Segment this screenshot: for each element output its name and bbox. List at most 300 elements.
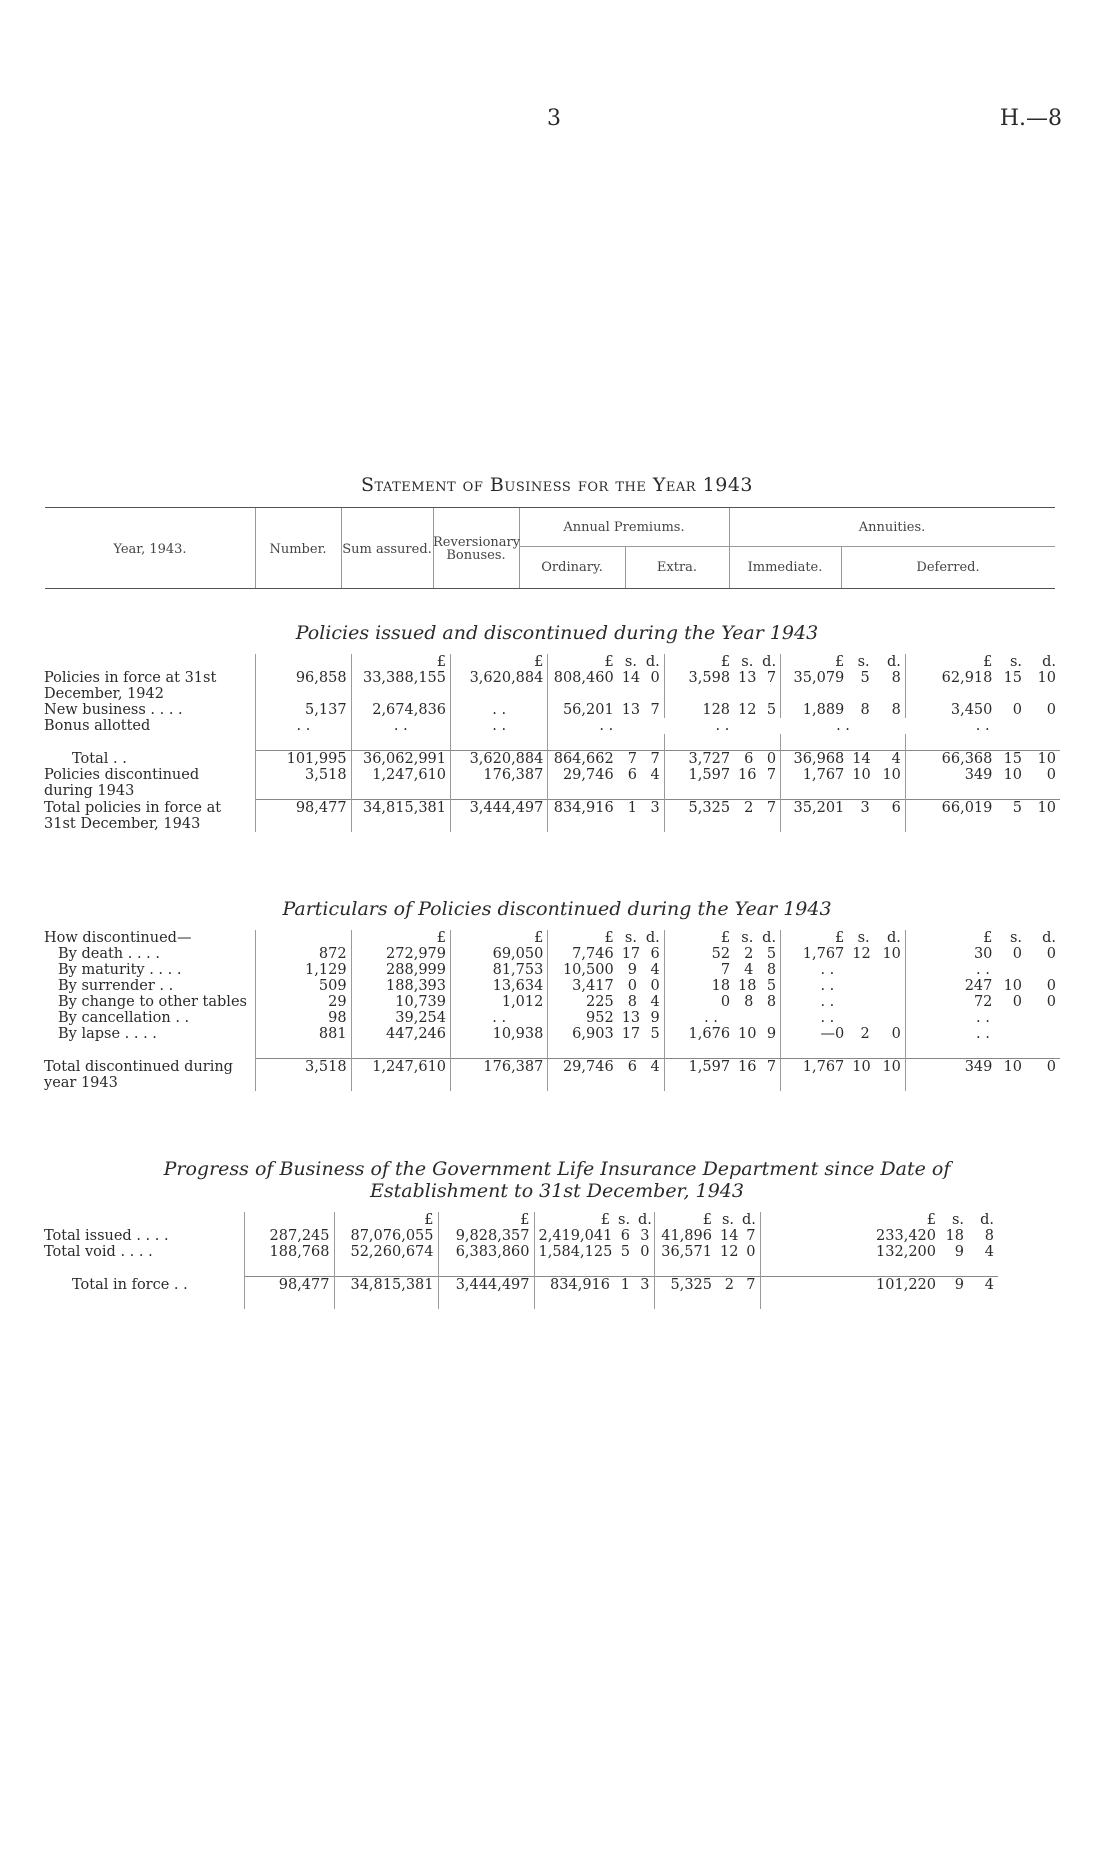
table-row <box>40 718 1060 734</box>
immediate-pounds: 35,201 <box>781 800 849 817</box>
ordinary-pence: 7 <box>641 751 664 768</box>
extra-pence: 7 <box>757 670 780 686</box>
unit-s: s. <box>624 930 637 946</box>
deferred-shillings: 10 <box>996 1059 1026 1076</box>
ordinary-pence: 6 <box>641 946 664 962</box>
deferred-pounds: 66,019 <box>905 800 996 817</box>
ordinary-pence: 5 <box>641 1026 664 1042</box>
annuities-pence: 4 <box>968 1277 998 1294</box>
statement-title-text: Statement of Business for the Year 1943 <box>360 474 753 496</box>
header-immediate-cell <box>729 546 842 588</box>
immediate-shillings: 10 <box>848 1059 873 1076</box>
extra-shillings: 12 <box>720 1244 739 1260</box>
section2-table <box>40 930 1060 1091</box>
extra-pounds: 41,896 <box>661 1228 712 1244</box>
sum-cell: 188,393 <box>351 978 450 994</box>
extra-shillings: 6 <box>734 751 757 768</box>
deferred-pounds: 349 <box>964 767 993 783</box>
extra-cell: . . <box>715 718 730 734</box>
row-label: Total void . . . . <box>40 1244 244 1260</box>
unit-s: s. <box>618 1212 631 1228</box>
header-deferred: Deferred. <box>916 560 980 575</box>
number-cell: 881 <box>256 1026 351 1042</box>
immediate-pence: 10 <box>874 946 906 962</box>
unit-s: s. <box>741 654 754 670</box>
header-immediate: Immediate. <box>747 560 823 575</box>
deferred-pounds: 62,918 <box>941 670 993 686</box>
table-row <box>40 1277 1060 1294</box>
number-cell: 509 <box>256 978 351 994</box>
ordinary-shillings: 6 <box>618 1059 641 1076</box>
bonus-cell: 176,387 <box>451 1059 548 1076</box>
row-label: By surrender . . <box>40 978 256 994</box>
section2-title: Particulars of Policies discontinued during the Year 1943 <box>282 898 832 920</box>
sum-cell: 2,674,836 <box>351 702 450 718</box>
immediate-pence: 8 <box>874 702 906 718</box>
deferred-shillings: 0 <box>1012 946 1023 962</box>
ordinary-pence: 3 <box>641 800 664 817</box>
ordinary-pence: 3 <box>634 1228 654 1244</box>
number-cell: 3,518 <box>256 767 351 783</box>
table-row <box>40 800 1060 817</box>
unit-s: s. <box>951 1212 964 1228</box>
header-ordinary-cell <box>519 546 626 588</box>
extra-pounds: 1,676 <box>688 1026 731 1042</box>
extra-pounds: 3,727 <box>664 751 734 768</box>
extra-pounds: 52 <box>711 946 731 962</box>
ordinary-pounds: 864,662 <box>548 751 618 768</box>
ordinary-shillings: 9 <box>627 962 637 978</box>
immediate-pence: 10 <box>874 767 906 783</box>
immediate-pounds: —0 <box>820 1026 845 1042</box>
row-label: Total in force . . <box>40 1277 244 1294</box>
row-label: By maturity . . . . <box>40 962 256 978</box>
header-sum-assured: Sum assured. <box>342 542 432 557</box>
extra-pence: 5 <box>757 978 780 994</box>
extra-pence: 5 <box>757 946 780 962</box>
bonus-cell: 3,444,497 <box>438 1277 534 1294</box>
unit-d: d. <box>757 654 780 670</box>
extra-pounds: 128 <box>702 702 731 718</box>
ordinary-shillings: 8 <box>627 994 637 1010</box>
deferred-cell: . . <box>976 962 990 978</box>
immediate-cell: . . <box>820 962 835 978</box>
deferred-shillings: 15 <box>1003 670 1023 686</box>
ordinary-pounds: 10,500 <box>562 962 614 978</box>
immediate-pence: 10 <box>874 1059 906 1076</box>
deferred-pounds: 3,450 <box>950 702 993 718</box>
ordinary-shillings: 1 <box>618 800 641 817</box>
bonus-cell: 3,444,497 <box>451 800 548 817</box>
deferred-pounds: 247 <box>964 978 993 994</box>
number-cell: . . <box>256 718 351 734</box>
deferred-pence: 0 <box>1046 994 1056 1010</box>
row-label: Total issued . . . . <box>40 1228 244 1244</box>
ordinary-shillings: 0 <box>627 978 637 994</box>
extra-pounds: 5,325 <box>664 800 734 817</box>
number-cell: 1,129 <box>256 962 351 978</box>
extra-pence: 5 <box>757 702 780 718</box>
ordinary-pounds: 29,746 <box>562 767 614 783</box>
deferred-pence: 0 <box>1046 978 1056 994</box>
ordinary-pounds: 7,746 <box>572 946 614 962</box>
sum-cell: 52,260,674 <box>334 1244 438 1260</box>
sum-cell: 272,979 <box>351 946 450 962</box>
number-cell: 287,245 <box>244 1228 334 1244</box>
ordinary-shillings: 6 <box>620 1228 630 1244</box>
sum-cell: . . <box>351 718 450 734</box>
unit-pound: £ <box>926 1212 936 1228</box>
immediate-pounds: 1,767 <box>802 767 845 783</box>
extra-shillings: 12 <box>738 702 757 718</box>
header-annuities-group <box>729 508 1055 547</box>
table-row <box>40 767 1060 783</box>
row-label: By lapse . . . . <box>40 1026 256 1042</box>
table-row <box>40 994 1060 1010</box>
table-row <box>40 1010 1060 1026</box>
unit-s: s. <box>1009 930 1023 946</box>
deferred-pence: 10 <box>1026 751 1060 768</box>
deferred-cell: . . <box>975 718 990 734</box>
deferred-shillings: 10 <box>1003 978 1023 994</box>
deferred-shillings: 15 <box>996 751 1026 768</box>
ordinary-pounds: 834,916 <box>548 800 618 817</box>
sum-cell: 87,076,055 <box>334 1228 438 1244</box>
ordinary-pounds: 29,746 <box>548 1059 618 1076</box>
deferred-pence: 10 <box>1026 800 1060 817</box>
table-row <box>40 946 1060 962</box>
unit-s: s. <box>857 930 870 946</box>
immediate-cell: . . <box>820 1010 835 1026</box>
table-row <box>40 978 1060 994</box>
deferred-shillings: 0 <box>1012 994 1023 1010</box>
deferred-pounds: 349 <box>905 1059 996 1076</box>
immediate-pence: 0 <box>874 1026 906 1042</box>
unit-pound: £ <box>720 930 731 946</box>
deferred-pounds: 30 <box>973 946 993 962</box>
deferred-pence: 0 <box>1026 1059 1060 1076</box>
row-label: By change to other tables <box>40 994 256 1010</box>
immediate-pounds: 36,968 <box>781 751 849 768</box>
bonus-cell: 176,387 <box>451 767 548 783</box>
unit-d: d. <box>738 1212 760 1228</box>
ordinary-pence: 7 <box>641 702 664 718</box>
header-number: Number. <box>269 542 327 557</box>
ordinary-pounds: 834,916 <box>534 1277 614 1294</box>
header-bonuses: Reversionary Bonuses. <box>433 535 521 563</box>
header-deferred-cell <box>841 546 1055 588</box>
extra-pounds: 0 <box>720 994 731 1010</box>
ordinary-shillings: 7 <box>618 751 641 768</box>
ordinary-cell: . . <box>599 718 614 734</box>
deferred-pence: 0 <box>1046 702 1056 718</box>
header-premiums-group <box>519 508 730 547</box>
immediate-shillings: 8 <box>860 702 870 718</box>
unit-pound: £ <box>835 930 845 946</box>
extra-shillings: 10 <box>738 1026 757 1042</box>
row-label: Policies discontinued during 1943 <box>40 767 256 800</box>
bonus-cell: . . <box>451 718 548 734</box>
sum-cell: 33,388,155 <box>351 670 450 686</box>
unit-pound: £ <box>702 1212 712 1228</box>
ordinary-pounds: 1,584,125 <box>538 1244 613 1260</box>
annuities-pence: 8 <box>984 1228 994 1244</box>
extra-pounds: 3,598 <box>688 670 731 686</box>
ordinary-pounds: 3,417 <box>572 978 614 994</box>
immediate-pounds: 1,767 <box>802 946 845 962</box>
bonus-cell: 9,828,357 <box>438 1228 534 1244</box>
unit-pound: £ <box>351 654 450 670</box>
extra-shillings: 2 <box>734 800 757 817</box>
unit-pound: £ <box>334 1212 438 1228</box>
header-number-cell <box>255 508 342 588</box>
ordinary-pence: 4 <box>641 1059 664 1076</box>
deferred-shillings: 10 <box>1003 767 1023 783</box>
number-cell: 3,518 <box>256 1059 351 1076</box>
extra-cell: . . <box>704 1010 718 1026</box>
unit-pound: £ <box>983 930 993 946</box>
sum-cell: 1,247,610 <box>351 767 450 783</box>
extra-pounds: 18 <box>711 978 731 994</box>
number-cell: 101,995 <box>256 751 351 768</box>
unit-d: d. <box>634 1212 654 1228</box>
extra-shillings: 2 <box>716 1277 738 1294</box>
extra-pence: 7 <box>757 1059 780 1076</box>
unit-pound: £ <box>835 654 845 670</box>
annuities-shillings: 9 <box>954 1244 964 1260</box>
header-premiums: Annual Premiums. <box>563 520 685 535</box>
immediate-shillings: 12 <box>852 946 871 962</box>
bonus-cell: 3,620,884 <box>451 751 548 768</box>
row-label: By cancellation . . <box>40 1010 256 1026</box>
immediate-shillings: 3 <box>848 800 873 817</box>
extra-pounds: 1,597 <box>688 767 731 783</box>
extra-pounds: 36,571 <box>661 1244 712 1260</box>
statement-title <box>0 474 1114 496</box>
ordinary-pence: 0 <box>634 1244 654 1260</box>
extra-shillings: 18 <box>738 978 757 994</box>
ordinary-pounds: 952 <box>586 1010 614 1026</box>
unit-d: d. <box>641 930 664 946</box>
deferred-pounds: 66,368 <box>905 751 996 768</box>
unit-pound: £ <box>604 654 614 670</box>
ordinary-shillings: 13 <box>621 1010 641 1026</box>
extra-pence: 7 <box>738 1228 760 1244</box>
spacer-row <box>40 1042 1060 1059</box>
units-row <box>40 654 1060 670</box>
unit-pound: £ <box>600 1212 610 1228</box>
immediate-shillings: 14 <box>848 751 873 768</box>
extra-shillings: 16 <box>738 767 757 783</box>
extra-pence: 7 <box>757 800 780 817</box>
annuities-pounds: 132,200 <box>876 1244 936 1260</box>
sum-cell: 36,062,991 <box>351 751 450 768</box>
extra-shillings: 14 <box>720 1228 739 1244</box>
header-bonuses-cell <box>433 508 520 588</box>
number-cell: 872 <box>256 946 351 962</box>
number-cell: 5,137 <box>256 702 351 718</box>
ordinary-shillings: 6 <box>627 767 637 783</box>
spacer-row <box>40 734 1060 751</box>
ordinary-pounds: 808,460 <box>553 670 614 686</box>
immediate-pounds: 35,079 <box>793 670 845 686</box>
ordinary-shillings: 17 <box>621 1026 641 1042</box>
extra-pence: 8 <box>757 962 780 978</box>
immediate-shillings: 10 <box>852 767 871 783</box>
annuities-shillings: 9 <box>940 1277 968 1294</box>
ordinary-pence: 3 <box>634 1277 654 1294</box>
unit-pound: £ <box>604 930 614 946</box>
extra-pence: 9 <box>757 1026 780 1042</box>
extra-pence: 7 <box>757 767 780 783</box>
page-number: 3 <box>547 106 561 131</box>
unit-d: d. <box>874 930 906 946</box>
sum-cell: 34,815,381 <box>334 1277 438 1294</box>
sum-cell: 34,815,381 <box>351 800 450 817</box>
deferred-shillings: 0 <box>1012 702 1023 718</box>
deferred-shillings: 5 <box>996 800 1026 817</box>
extra-shillings: 8 <box>744 994 754 1010</box>
annuities-pence: 4 <box>984 1244 994 1260</box>
bonus-cell: 10,938 <box>451 1026 548 1042</box>
section3-table <box>40 1212 1060 1309</box>
table-row <box>40 702 1060 718</box>
annuities-pounds: 233,420 <box>876 1228 936 1244</box>
extra-pence: 0 <box>738 1244 760 1260</box>
ordinary-shillings: 17 <box>621 946 641 962</box>
section1-title: Policies issued and discontinued during the Year 1943 <box>295 622 819 644</box>
unit-pound: £ <box>451 654 548 670</box>
extra-shillings: 16 <box>734 1059 757 1076</box>
table-row <box>40 1228 1060 1244</box>
bonus-cell: 6,383,860 <box>438 1244 534 1260</box>
bonus-cell: 3,620,884 <box>451 670 548 686</box>
ordinary-pounds: 225 <box>586 994 614 1010</box>
table-row <box>40 1059 1060 1076</box>
header-year-cell <box>45 508 256 588</box>
ordinary-pence: 9 <box>641 1010 664 1026</box>
annuities-shillings: 18 <box>945 1228 964 1244</box>
table-row <box>40 962 1060 978</box>
ordinary-pounds: 56,201 <box>562 702 614 718</box>
immediate-cell: . . <box>820 978 835 994</box>
header-extra-cell <box>625 546 730 588</box>
header-sum-cell <box>341 508 434 588</box>
row-label: Bonus allotted <box>40 718 256 734</box>
unit-d: d. <box>641 654 664 670</box>
extra-pounds: 5,325 <box>654 1277 716 1294</box>
units-row <box>40 1212 1060 1228</box>
unit-pound: £ <box>983 654 993 670</box>
unit-d: d. <box>1042 654 1056 670</box>
row-label: New business . . . . <box>40 702 256 718</box>
sum-cell: 39,254 <box>351 1010 450 1026</box>
deferred-cell: . . <box>976 1026 990 1042</box>
deferred-pence: 0 <box>1046 946 1056 962</box>
row-label: Total policies in force at 31st December, 1943 <box>40 800 256 833</box>
unit-d: d. <box>874 654 906 670</box>
ordinary-pounds: 2,419,041 <box>538 1228 613 1244</box>
section3-title: Progress of Business of the Government Life Insurance Department since Date of Establishment to 31st December, 1943 <box>163 1158 951 1202</box>
ordinary-pence: 4 <box>641 767 664 783</box>
spacer-row <box>40 1260 1060 1277</box>
section1-table <box>40 654 1060 832</box>
immediate-pounds: 1,767 <box>781 1059 849 1076</box>
ordinary-pence: 4 <box>641 962 664 978</box>
row-label: By death . . . . <box>40 946 256 962</box>
extra-pounds: 1,597 <box>664 1059 734 1076</box>
immediate-cell: . . <box>820 994 835 1010</box>
immediate-pence: 8 <box>874 670 906 686</box>
immediate-shillings: 5 <box>860 670 870 686</box>
bonus-cell: . . <box>451 1010 548 1026</box>
deferred-pounds: 72 <box>973 994 993 1010</box>
sum-cell: 288,999 <box>351 962 450 978</box>
table-row <box>40 1244 1060 1260</box>
table-row <box>40 670 1060 686</box>
unit-s: s. <box>857 654 870 670</box>
extra-shillings: 13 <box>738 670 757 686</box>
annuities-pounds: 101,220 <box>760 1277 940 1294</box>
ordinary-shillings: 13 <box>621 702 641 718</box>
bonus-cell: 69,050 <box>451 946 548 962</box>
bonus-cell: 13,634 <box>451 978 548 994</box>
number-cell: 98 <box>256 1010 351 1026</box>
bonus-cell: 1,012 <box>451 994 548 1010</box>
unit-pound: £ <box>451 930 548 946</box>
ordinary-shillings: 1 <box>614 1277 634 1294</box>
immediate-cell: . . <box>836 718 850 734</box>
ordinary-pence: 4 <box>641 994 664 1010</box>
immediate-pence: 6 <box>874 800 906 817</box>
ordinary-pounds: 6,903 <box>572 1026 614 1042</box>
unit-d: d. <box>1042 930 1056 946</box>
ordinary-shillings: 5 <box>620 1244 630 1260</box>
unit-d: d. <box>757 930 780 946</box>
row-label: Policies in force at 31st December, 1942 <box>40 670 256 702</box>
deferred-pence: 10 <box>1037 670 1056 686</box>
unit-d: d. <box>980 1212 994 1228</box>
units-row <box>40 930 1060 946</box>
unit-pound: £ <box>351 930 450 946</box>
header-ordinary: Ordinary. <box>541 560 603 575</box>
immediate-pence: 4 <box>874 751 906 768</box>
header-annuities: Annuities. <box>858 520 926 535</box>
number-cell: 188,768 <box>244 1244 334 1260</box>
header-year: Year, 1943. <box>113 542 187 557</box>
sum-cell: 10,739 <box>351 994 450 1010</box>
unit-s: s. <box>741 930 754 946</box>
deferred-pence: 0 <box>1046 767 1056 783</box>
ordinary-pence: 0 <box>641 978 664 994</box>
deferred-cell: . . <box>976 1010 990 1026</box>
extra-pounds: 7 <box>720 962 731 978</box>
ordinary-shillings: 14 <box>621 670 641 686</box>
extra-pence: 0 <box>757 751 780 768</box>
document-reference: H.—8 <box>999 106 1062 131</box>
immediate-shillings: 2 <box>860 1026 870 1042</box>
unit-s: s. <box>721 1212 734 1228</box>
number-cell: 29 <box>256 994 351 1010</box>
table-row <box>40 1026 1060 1042</box>
spacer-row <box>40 1293 1060 1309</box>
number-cell: 98,477 <box>256 800 351 817</box>
how-discontinued-heading: How discontinued— <box>40 930 256 946</box>
unit-s: s. <box>1009 654 1023 670</box>
sum-cell: 1,247,610 <box>351 1059 450 1076</box>
column-header <box>45 507 1055 589</box>
extra-shillings: 4 <box>744 962 754 978</box>
